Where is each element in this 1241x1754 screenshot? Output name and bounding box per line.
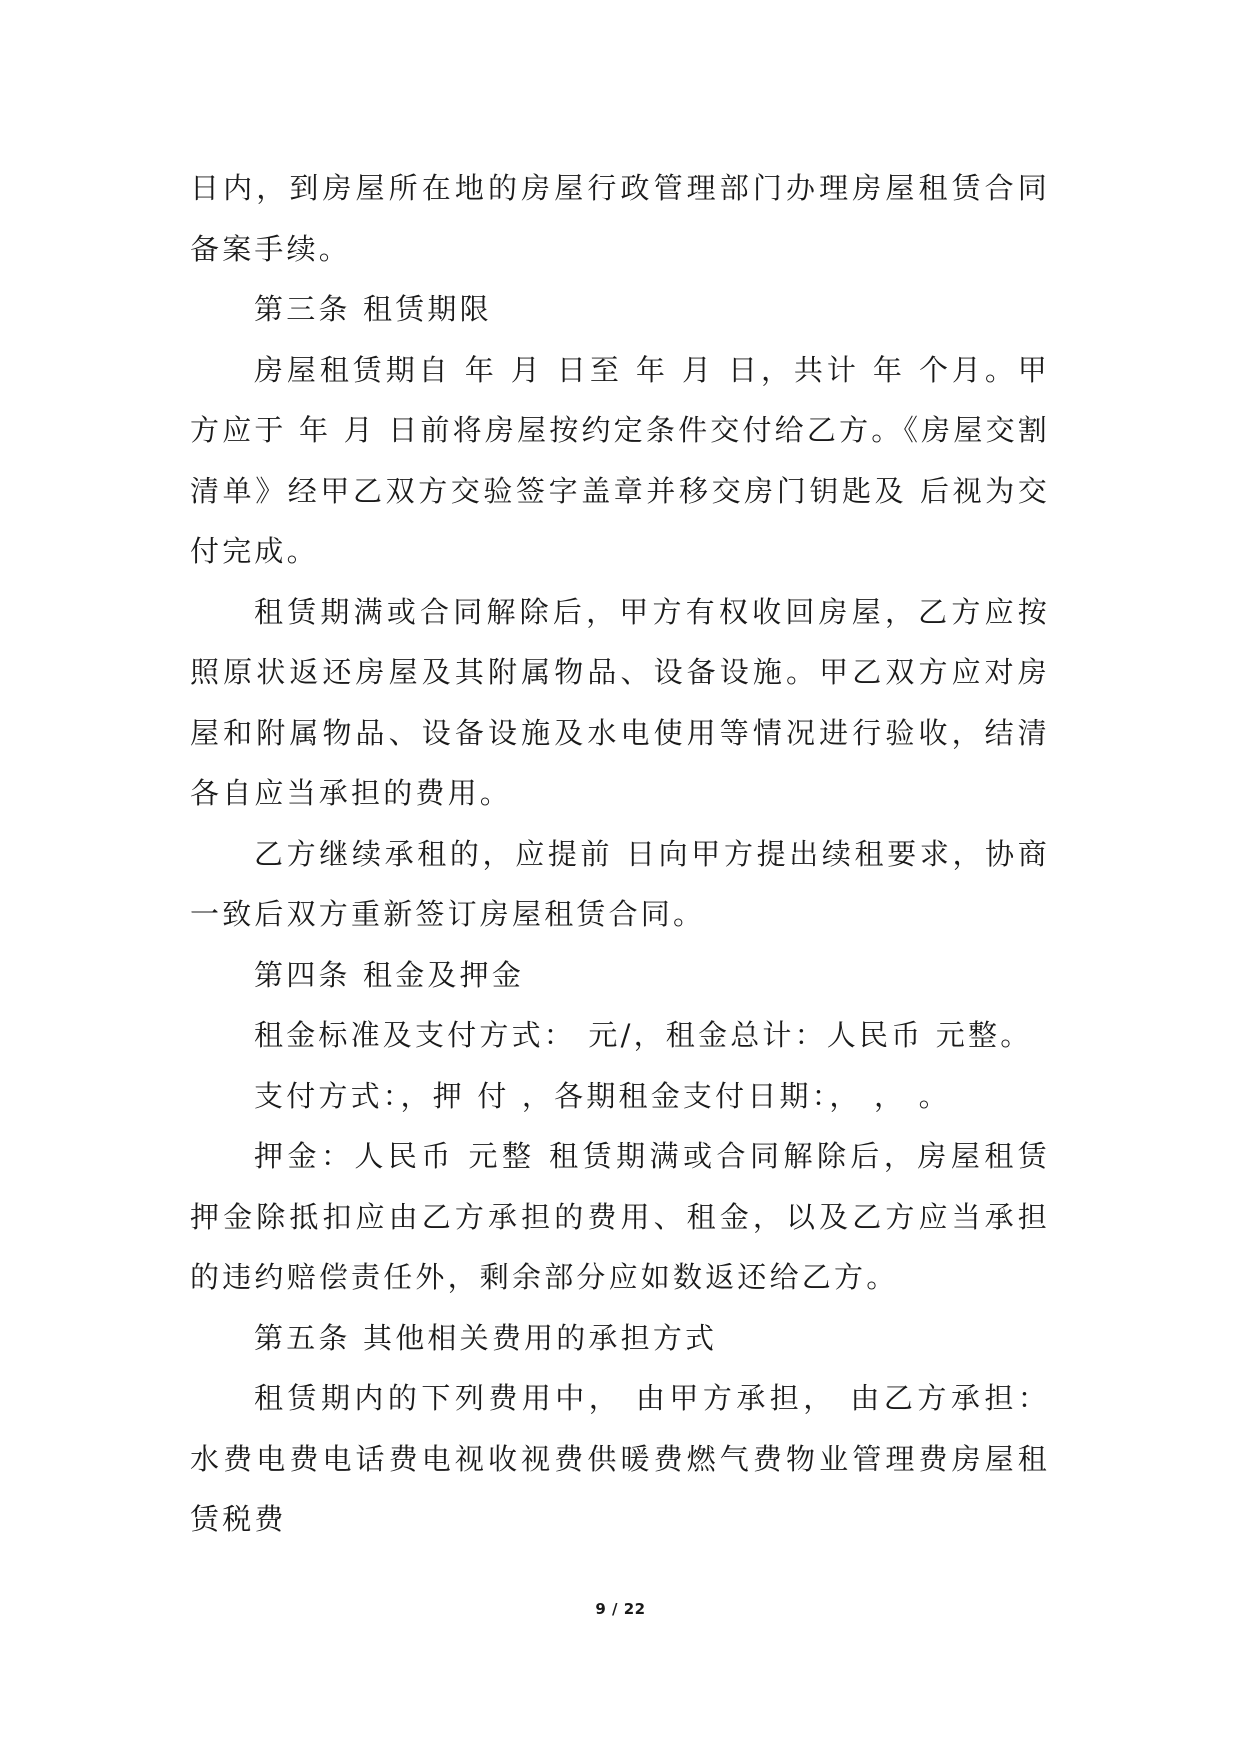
heading-article-4-rent-deposit: 第四条 租金及押金 xyxy=(254,957,525,992)
paragraph-lease-renewal: 乙方继续承租的，应提前 日向甲方提出续租要求，协商一致后双方重新签订房屋租赁合同。 xyxy=(190,836,1050,931)
paragraph-payment-method: 支付方式：，押 付 ，各期租金支付日期：， ， 。 xyxy=(254,1078,951,1113)
paragraph-lease-expiry-return: 租赁期满或合同解除后，甲方有权收回房屋，乙方应按照原状返还房屋及其附属物品、设备设施。甲乙双方应对房屋和附属物品、设备设施及水电使用等情况进行验收，结清各自应当承担的费用。 xyxy=(190,594,1050,810)
page-number: 9 / 22 xyxy=(595,1600,646,1618)
paragraph-lease-period: 房屋租赁期自 年 月 日至 年 月 日，共计 年 个月。甲方应于 年 月 日前将房屋按约定条件交付给乙方。《房屋交割清单》经甲乙双方交验签字盖章并移交房门钥匙及 后视为交付完成。 xyxy=(190,352,1050,568)
paragraph-filing-procedure: 日内，到房屋所在地的房屋行政管理部门办理房屋租赁合同备案手续。 xyxy=(190,171,1050,266)
paragraph-rent-standard: 租金标准及支付方式： 元/，租金总计：人民币 元整。 xyxy=(254,1018,1033,1052)
heading-article-5-other-fees: 第五条 其他相关费用的承担方式 xyxy=(254,1320,718,1355)
paragraph-deposit: 押金：人民币 元整 租赁期满或合同解除后，房屋租赁押金除抵扣应由乙方承担的费用、租金，以及乙方应当承担的违约赔偿责任外，剩余部分应如数返还给乙方。 xyxy=(190,1139,1050,1294)
heading-article-3-lease-term: 第三条 租赁期限 xyxy=(254,292,492,326)
paragraph-fee-allocation: 租赁期内的下列费用中， 由甲方承担， 由乙方承担：水费电费电话费电视收视费供暖费燃气费物业管理费房屋租赁税费 xyxy=(190,1381,1050,1536)
document-body xyxy=(190,158,1050,1550)
